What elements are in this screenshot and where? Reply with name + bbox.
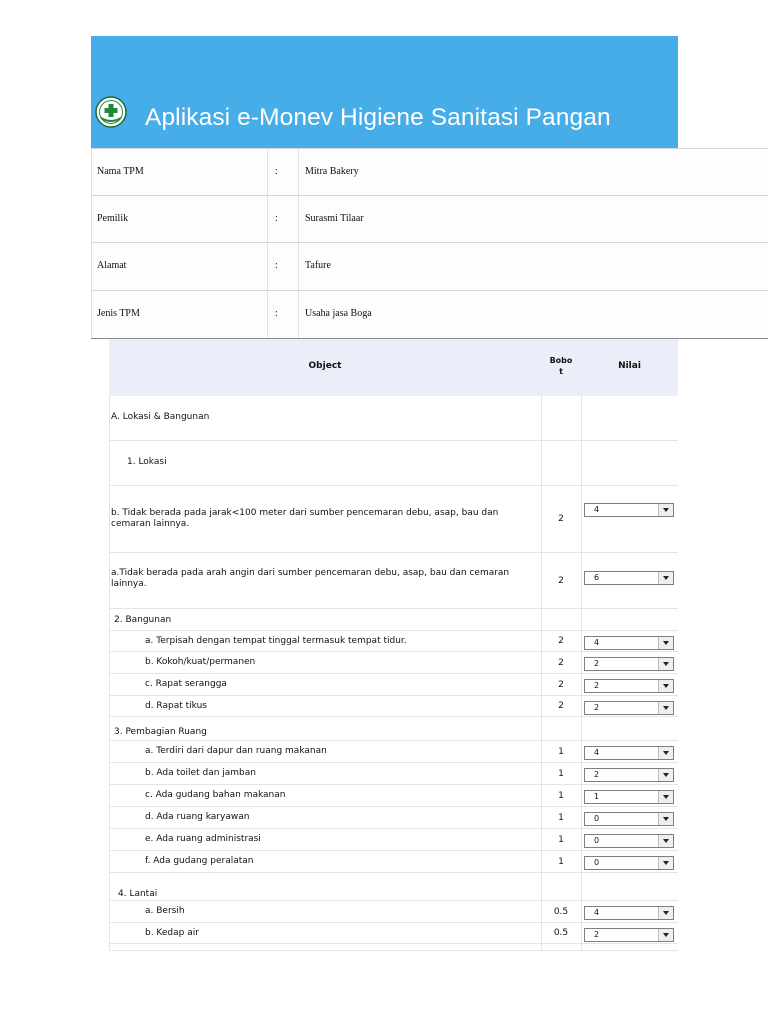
tpm-info-panel	[91, 148, 768, 339]
bobot-value: 2	[558, 575, 564, 586]
nilai-selected-value: 4	[594, 748, 600, 757]
criteria-text: a. Terdiri dari dapur dan ruang makanan	[145, 746, 327, 756]
info-row	[91, 195, 768, 242]
bobot-value: 2	[558, 679, 564, 690]
info-value: Mitra Bakery	[305, 166, 359, 177]
nilai-selected-value: 6	[594, 573, 600, 582]
nilai-select[interactable]	[584, 790, 674, 804]
nilai-select[interactable]	[584, 679, 674, 693]
column-divider	[109, 396, 110, 951]
nilai-selected-value: 4	[594, 638, 600, 647]
criteria-text: e. Ada ruang administrasi	[145, 834, 261, 844]
nilai-select[interactable]	[584, 856, 674, 870]
chevron-down-icon[interactable]	[658, 769, 673, 781]
info-value: Surasmi Tilaar	[305, 213, 364, 224]
criteria-text: f. Ada gudang peralatan	[145, 856, 254, 866]
nilai-selected-value: 2	[594, 659, 600, 668]
nilai-selected-value: 2	[594, 930, 600, 939]
table-row	[109, 652, 678, 674]
nilai-selected-value: 2	[594, 770, 600, 779]
nilai-selected-value: 2	[594, 681, 600, 690]
column-divider	[91, 148, 92, 338]
row-divider	[91, 242, 768, 243]
criteria-text: a.Tidak berada pada arah angin dari sumber pencemaran debu, asap, bau dan cemaran lainnya.	[111, 568, 510, 589]
nilai-select[interactable]	[584, 768, 674, 782]
chevron-down-icon[interactable]	[658, 857, 673, 869]
bobot-value: 0.5	[553, 906, 569, 917]
criteria-text: b. Kedap air	[145, 928, 199, 938]
bobot-value: 2	[558, 514, 564, 524]
header-nilai: Nilai	[618, 361, 641, 371]
criteria-text: d. Rapat tikus	[145, 701, 207, 711]
header-bobot: Bobo t	[549, 356, 573, 376]
info-row	[91, 242, 768, 289]
chevron-down-icon[interactable]	[658, 747, 673, 759]
info-colon: :	[275, 166, 278, 177]
section-title: 2. Bangunan	[114, 615, 172, 625]
header-object: Object	[308, 361, 342, 371]
row-divider	[91, 290, 768, 291]
info-colon: :	[275, 308, 278, 319]
table-row	[109, 901, 678, 923]
bobot-value: 1	[558, 746, 564, 757]
chevron-down-icon[interactable]	[658, 907, 673, 919]
chevron-down-icon[interactable]	[658, 813, 673, 825]
table-row	[109, 807, 678, 829]
chevron-down-icon[interactable]	[658, 702, 673, 714]
nilai-selected-value: 2	[594, 703, 600, 712]
criteria-text: b. Tidak berada pada jarak<100 meter dari sumber pencemaran debu, asap, bau dan cemaran lainnya.	[111, 508, 499, 529]
nilai-select[interactable]	[584, 636, 674, 650]
column-divider	[267, 148, 268, 338]
info-colon: :	[275, 260, 278, 271]
table-row	[109, 763, 678, 785]
info-colon: :	[275, 213, 278, 224]
nilai-select[interactable]	[584, 834, 674, 848]
app-title: Aplikasi e-Monev Higiene Sanitasi Pangan	[145, 104, 611, 131]
nilai-selected-value: 4	[594, 505, 600, 514]
bobot-value: 2	[558, 701, 564, 711]
row-divider	[109, 872, 678, 873]
bobot-value: 1	[558, 768, 564, 779]
section-title: 3. Pembagian Ruang	[114, 727, 207, 737]
nilai-selected-value: 0	[594, 858, 600, 867]
nilai-select[interactable]	[584, 503, 674, 517]
chevron-down-icon[interactable]	[658, 835, 673, 847]
kemenkes-logo	[95, 96, 127, 128]
info-value: Usaha jasa Boga	[305, 308, 372, 319]
bobot-value: 1	[558, 790, 564, 801]
criteria-text: a. Terpisah dengan tempat tinggal termasuk tempat tidur.	[145, 636, 407, 646]
chevron-down-icon[interactable]	[658, 572, 673, 584]
table-row	[109, 851, 678, 873]
table-row	[109, 717, 678, 741]
app-header	[91, 36, 678, 148]
bobot-value: 1	[558, 856, 564, 867]
table-row	[109, 396, 678, 441]
chevron-down-icon[interactable]	[658, 637, 673, 649]
row-divider	[91, 148, 768, 149]
bobot-value: 2	[558, 636, 564, 646]
table-bottom-border	[109, 950, 678, 951]
bobot-value: 2	[558, 657, 564, 668]
table-row	[109, 631, 678, 652]
chevron-down-icon[interactable]	[658, 929, 673, 941]
info-row	[91, 148, 768, 195]
row-divider	[109, 943, 678, 944]
info-row	[91, 290, 768, 337]
table-row	[109, 553, 678, 609]
chevron-down-icon[interactable]	[658, 504, 673, 516]
info-value: Tafure	[305, 260, 331, 271]
chevron-down-icon[interactable]	[658, 791, 673, 803]
section-title: A. Lokasi & Bangunan	[111, 412, 210, 422]
chevron-down-icon[interactable]	[658, 680, 673, 692]
bobot-value: 1	[558, 834, 564, 845]
nilai-selected-value: 0	[594, 814, 600, 823]
criteria-text: c. Rapat serangga	[145, 679, 227, 689]
info-label: Jenis TPM	[97, 308, 140, 319]
criteria-text: d. Ada ruang karyawan	[145, 812, 250, 822]
table-row	[109, 829, 678, 851]
table-row	[109, 881, 678, 901]
nilai-select[interactable]	[584, 812, 674, 826]
nilai-select[interactable]	[584, 701, 674, 715]
criteria-text: c. Ada gudang bahan makanan	[145, 790, 286, 800]
evaluation-table	[109, 339, 678, 951]
table-row	[109, 741, 678, 763]
table-row	[109, 923, 678, 944]
nilai-select[interactable]	[584, 571, 674, 585]
info-label: Nama TPM	[97, 166, 144, 177]
table-row	[109, 785, 678, 807]
info-label: Pemilik	[97, 213, 129, 224]
nilai-select[interactable]	[584, 906, 674, 920]
chevron-down-icon[interactable]	[658, 658, 673, 670]
bobot-value: 0.5	[553, 928, 569, 938]
column-divider	[298, 148, 299, 338]
table-row	[109, 674, 678, 696]
nilai-select[interactable]	[584, 928, 674, 942]
criteria-text: a. Bersih	[145, 906, 185, 916]
row-divider	[91, 195, 768, 196]
info-label: Alamat	[97, 260, 127, 271]
column-divider	[581, 396, 582, 951]
nilai-select[interactable]	[584, 746, 674, 760]
nilai-selected-value: 4	[594, 908, 600, 917]
nilai-selected-value: 0	[594, 836, 600, 845]
column-divider	[541, 396, 542, 951]
table-row	[109, 441, 678, 486]
bobot-value: 1	[558, 812, 564, 823]
section-title: 1. Lokasi	[127, 457, 167, 467]
table-row	[109, 696, 678, 717]
nilai-selected-value: 1	[594, 792, 600, 801]
nilai-select[interactable]	[584, 657, 674, 671]
criteria-text: b. Kokoh/kuat/permanen	[145, 657, 256, 667]
table-row	[109, 486, 678, 553]
table-row	[109, 609, 678, 631]
section-title: 4. Lantai	[118, 889, 158, 899]
criteria-text: b. Ada toilet dan jamban	[145, 768, 256, 778]
